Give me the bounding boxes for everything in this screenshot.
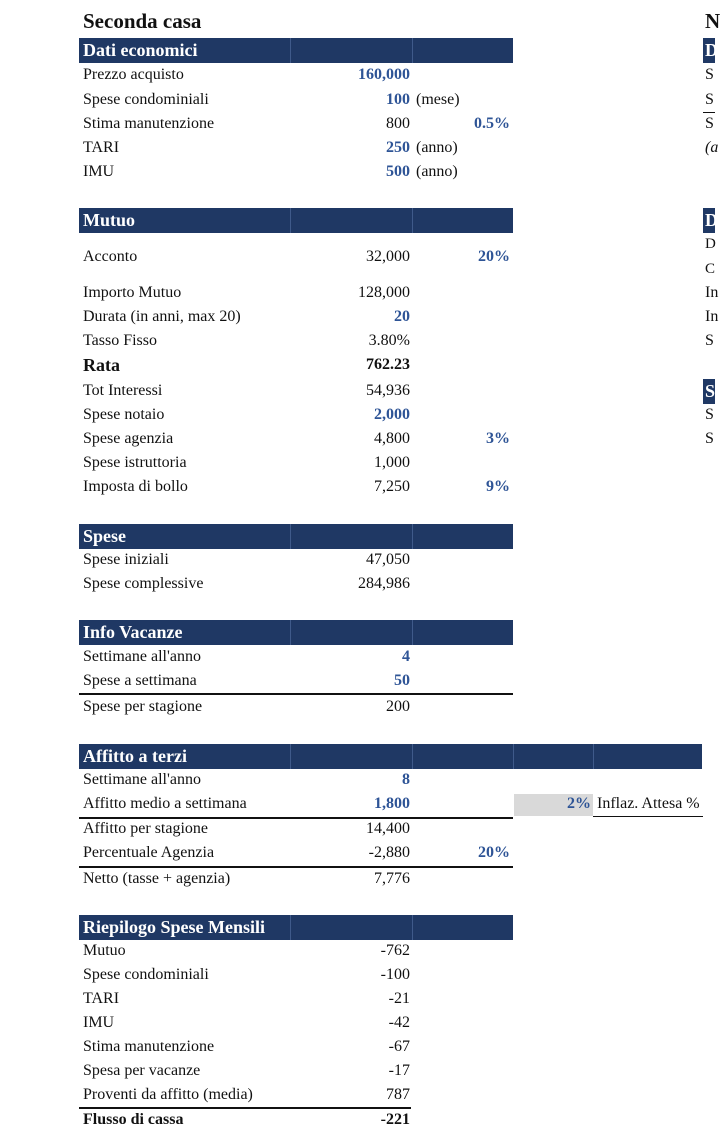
spese-settimana-input[interactable]: 50 [394,672,410,689]
right-row-fragment: In [705,284,719,301]
netto-value: 7,776 [374,870,410,887]
manutenzione-percent-input[interactable]: 0.5% [474,115,510,132]
percentuale-agenzia-value: -2,880 [368,844,410,861]
stima-manutenzione-label: Stima manutenzione [83,115,215,132]
prezzo-acquisto-label: Prezzo acquisto [83,66,184,83]
agenzia-percent-input[interactable]: 3% [486,430,510,447]
section-header-spese [79,524,513,549]
affitto-medio-input[interactable]: 1,800 [374,795,410,812]
right-section-header: D [703,208,715,233]
tari-label: TARI [83,139,120,156]
riepilogo-proventi-value: 787 [386,1086,410,1103]
riepilogo-vacanze-value: -17 [388,1062,410,1079]
section-title: Affitto a terzi [83,746,187,766]
page-title: Seconda casa [83,9,202,33]
unit-mese: (mese) [416,91,460,108]
riepilogo-imu-value: -42 [388,1014,410,1031]
prezzo-acquisto-input[interactable]: 160,000 [358,66,410,83]
spese-agenzia-value: 4,800 [374,430,410,447]
unit-anno: (anno) [416,139,458,156]
settimane-vacanza-label: Settimane all'anno [83,648,201,665]
right-row-fragment: S [705,115,714,132]
section-title: Mutuo [83,210,136,230]
right-row-fragment: (a [705,139,719,156]
right-row-fragment: S [705,91,714,108]
section-header-dati-economici [79,38,513,63]
riepilogo-condominiali-value: -100 [380,966,410,983]
inflazione-input[interactable]: 2% [567,795,591,812]
section-title: Riepilogo Spese Mensili [83,917,266,937]
spese-stagione-value: 200 [386,698,410,715]
stima-manutenzione-value: 800 [386,115,410,132]
riepilogo-tari-label: TARI [83,990,120,1007]
durata-input[interactable]: 20 [394,308,410,325]
unit-anno: (anno) [416,163,458,180]
flusso-cassa-value: -221 [380,1111,410,1128]
bollo-percent-input[interactable]: 9% [486,478,510,495]
affitto-stagione-value: 14,400 [366,820,410,837]
percentuale-agenzia-label: Percentuale Agenzia [83,844,215,861]
agenzia-affitto-percent-input[interactable]: 20% [478,844,510,861]
importo-mutuo-value: 128,000 [358,284,410,301]
riepilogo-mutuo-value: -762 [380,942,410,959]
section-header-affitto [79,744,702,769]
importo-mutuo-label: Importo Mutuo [83,284,182,301]
spese-iniziali-label: Spese iniziali [83,551,169,568]
acconto-value: 32,000 [366,248,410,265]
acconto-percent-input[interactable]: 20% [478,248,510,265]
right-row-fragment: S [705,66,714,83]
tasso-fisso-value: 3.80% [368,332,410,349]
section-title: Dati economici [83,40,198,60]
riepilogo-manutenzione-value: -67 [388,1038,410,1055]
affitto-medio-label: Affitto medio a settimana [83,795,247,812]
netto-label: Netto (tasse + agenzia) [83,870,231,887]
tot-interessi-value: 54,936 [366,382,410,399]
riepilogo-condominiali-label: Spese condominiali [83,966,209,983]
spese-condominiali-input[interactable]: 100 [386,91,410,108]
riepilogo-manutenzione-label: Stima manutenzione [83,1038,215,1055]
riepilogo-imu-label: IMU [83,1014,115,1031]
right-row-fragment: D [705,236,716,252]
riepilogo-vacanze-label: Spesa per vacanze [83,1062,201,1079]
section-title: Info Vacanze [83,622,183,642]
right-row-fragment: S [705,332,714,349]
settimane-affitto-input[interactable]: 8 [402,771,410,788]
spese-istruttoria-label: Spese istruttoria [83,454,187,471]
spese-stagione-label: Spese per stagione [83,698,203,715]
spese-complessive-value: 284,986 [358,575,410,592]
riepilogo-proventi-label: Proventi da affitto (media) [83,1086,253,1103]
section-header-info-vacanze [79,620,513,645]
spese-condominiali-label: Spese condominiali [83,91,209,108]
right-row-fragment: C [705,261,716,277]
inflazione-label: Inflaz. Attesa % [597,795,700,812]
affitto-stagione-label: Affitto per stagione [83,820,209,837]
spese-notaio-label: Spese notaio [83,406,165,423]
settimane-vacanza-input[interactable]: 4 [402,648,410,665]
right-row-fragment: In [705,308,719,325]
right-title-fragment: N [705,9,720,33]
total-divider [79,693,513,695]
flusso-cassa-label: Flusso di cassa [83,1111,184,1128]
tot-interessi-label: Tot Interessi [83,382,163,399]
spese-istruttoria-value: 1,000 [374,454,410,471]
right-section-header: S [703,379,715,404]
right-row-fragment: S [705,406,714,423]
settimane-affitto-label: Settimane all'anno [83,771,201,788]
rata-value: 762.23 [366,356,410,373]
riepilogo-mutuo-label: Mutuo [83,942,126,959]
right-row-fragment: S [705,430,714,447]
section-header-riepilogo [79,915,513,940]
spese-notaio-input[interactable]: 2,000 [374,406,410,423]
riepilogo-tari-value: -21 [388,990,410,1007]
spese-iniziali-value: 47,050 [366,551,410,568]
imposta-bollo-value: 7,250 [374,478,410,495]
right-section-header: D [703,38,715,63]
inflazione-underline [593,816,703,817]
durata-label: Durata (in anni, max 20) [83,308,241,325]
total-divider [79,866,513,868]
imu-label: IMU [83,163,115,180]
imposta-bollo-label: Imposta di bollo [83,478,188,495]
spese-complessive-label: Spese complessive [83,575,204,592]
section-title: Spese [83,526,127,546]
tari-input[interactable]: 250 [386,139,410,156]
section-header-mutuo [79,208,513,233]
rata-label: Rata [83,355,120,375]
acconto-label: Acconto [83,248,138,265]
spese-settimana-label: Spese a settimana [83,672,197,689]
imu-input[interactable]: 500 [386,163,410,180]
tasso-fisso-label: Tasso Fisso [83,332,158,349]
spese-agenzia-label: Spese agenzia [83,430,174,447]
total-divider [79,1107,411,1109]
